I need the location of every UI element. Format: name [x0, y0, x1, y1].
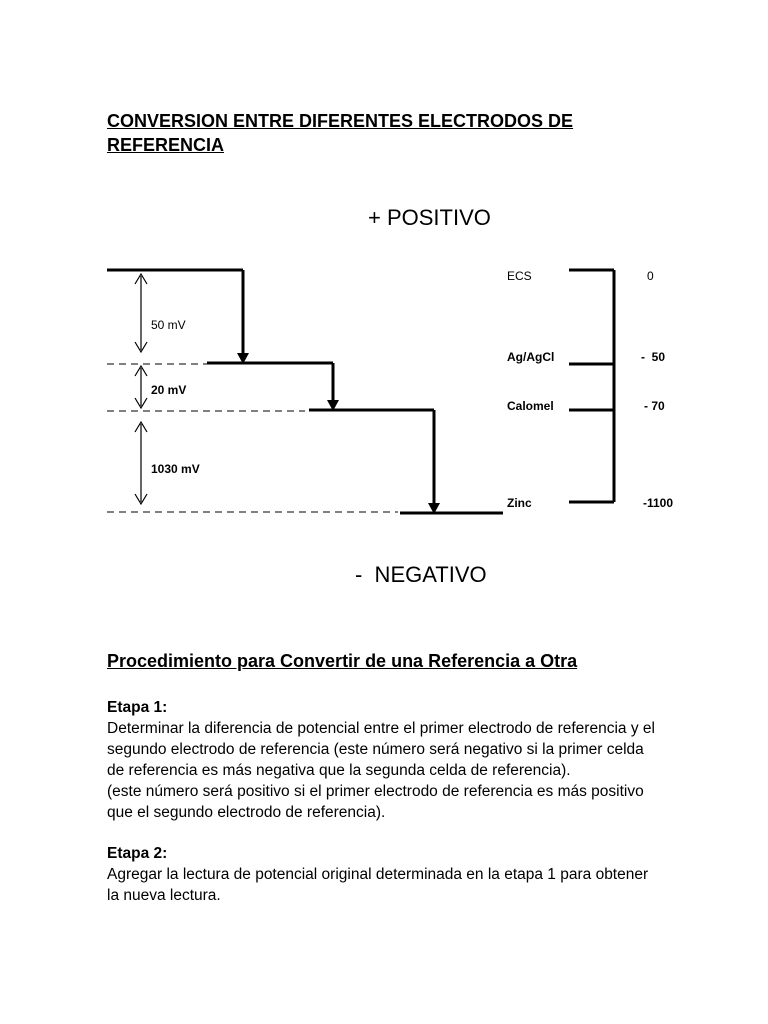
positive-label: + POSITIVO: [368, 205, 491, 230]
electrode-name-calomel: Calomel: [507, 399, 554, 413]
stage-1-line-2: segundo electrodo de referencia (este número será negativo si la primer celda: [107, 741, 644, 758]
document-title-line-2: REFERENCIA: [107, 135, 225, 155]
electrode-value-calomel: - 70: [644, 399, 665, 413]
stage-1-line-3: de referencia es más negativa que la segunda celda de referencia).: [107, 762, 571, 779]
stage-1-line-4: (este número será positivo si el primer electrodo de referencia es más positivo: [107, 783, 644, 800]
reference-scale: [569, 270, 614, 502]
electrode-name-ecs: ECS: [507, 269, 532, 283]
stage-1-title: Etapa 1:: [107, 699, 168, 716]
stage-2-line-2: la nueva lectura.: [107, 887, 221, 904]
drop-arrowheads: [237, 353, 440, 514]
stage-1: [107, 697, 747, 823]
gap-label-1: 50 mV: [151, 318, 186, 332]
stage-2: [107, 843, 747, 906]
electrode-name-agagcl: Ag/AgCl: [507, 350, 555, 364]
negative-label: - NEGATIVO: [355, 562, 487, 587]
electrode-name-zinc: Zinc: [507, 496, 532, 510]
electrode-value-zinc: -1100: [643, 496, 674, 510]
procedure-heading: Procedimiento para Convertir de una Referencia a Otra: [107, 651, 578, 671]
stage-2-line-1: Agregar la lectura de potencial original determinada en la etapa 1 para obtener: [107, 866, 649, 883]
gap-label-3: 1030 mV: [151, 462, 200, 476]
stage-2-title: Etapa 2:: [107, 845, 168, 862]
stage-1-line-1: Determinar la diferencia de potencial entre el primer electrodo de referencia y el: [107, 720, 655, 737]
document-title-line-1: CONVERSION ENTRE DIFERENTES ELECTRODOS DE: [107, 111, 574, 131]
gap-label-2: 20 mV: [151, 383, 187, 397]
electrode-value-agagcl: - 50: [641, 350, 666, 364]
stage-1-line-5: que el segundo electrodo de referencia).: [107, 804, 386, 821]
electrode-value-ecs: 0: [647, 269, 654, 283]
gap-arrows: [135, 274, 147, 504]
